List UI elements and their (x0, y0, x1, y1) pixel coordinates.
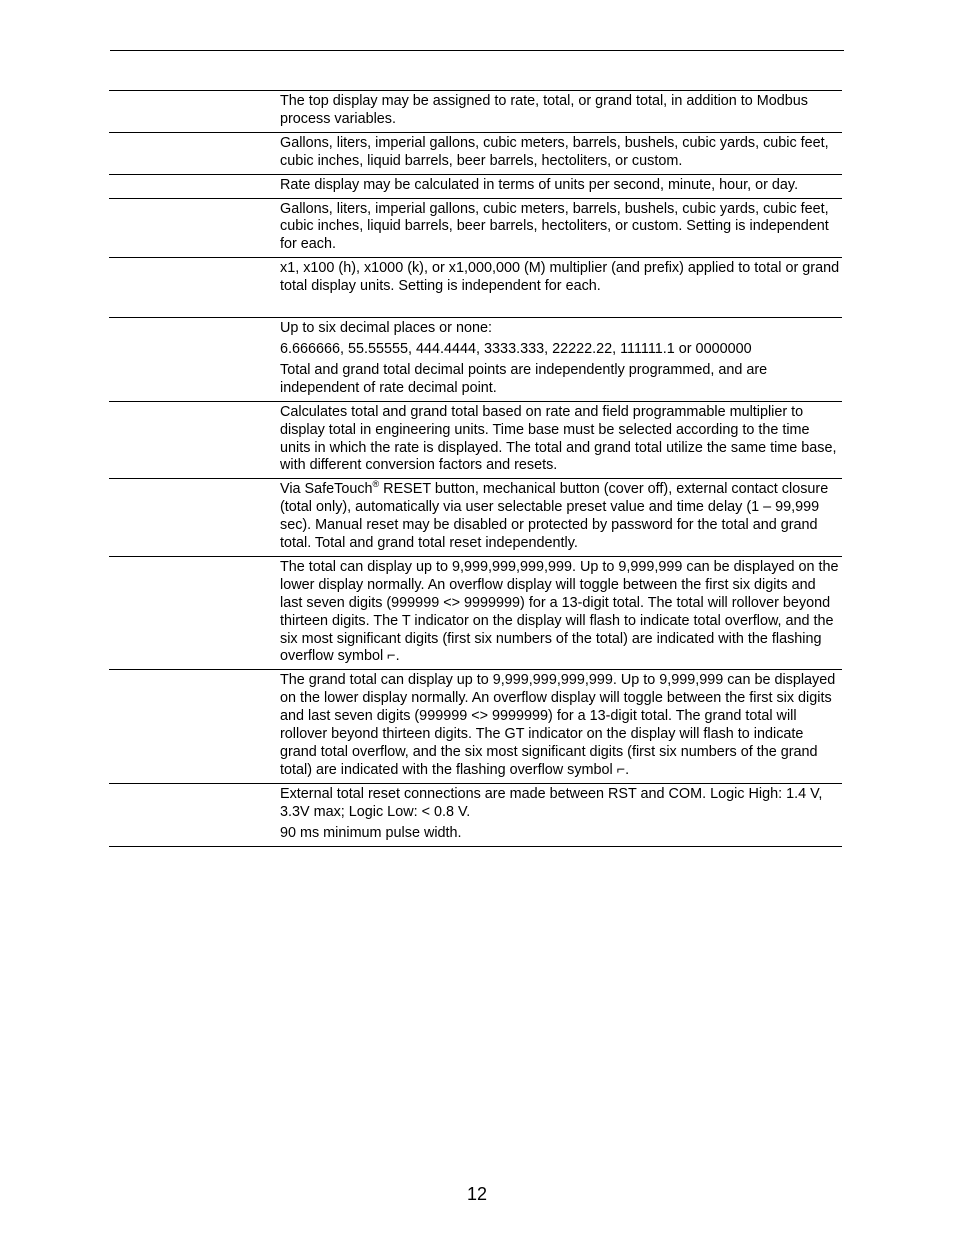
spec-label (109, 174, 280, 198)
specifications-table (109, 90, 842, 847)
spec-description (280, 479, 842, 557)
spec-description (280, 318, 842, 402)
spec-paragraph: The total can display up to 9,999,999,999,999. Up to 9,999,999 can be displayed on the lower display normally. An overflow display will toggle between the first six digits and last seven digits (999999 <> 9999999) for a 13-digit total. The total will rollover beyond thirteen digits. The T indicator on the display will flash to indicate total overflow, and the six most significant digits (first six numbers of the total) are indicated with the flashing overflow symbol ⌐. (280, 558, 839, 665)
spec-description (280, 556, 842, 669)
spec-description (280, 198, 842, 258)
spec-paragraph: Gallons, liters, imperial gallons, cubic meters, barrels, bushels, cubic yards, cubic feet, cubic inches, liquid barrels, beer barrels, hectoliters, or custom. (280, 134, 829, 169)
page-number: 12 (466, 1184, 488, 1204)
spec-description (280, 401, 842, 479)
spec-label (109, 91, 280, 133)
spec-paragraph: 6.666666, 55.55555, 444.4444, 3333.333, 22222.22, 111111.1 or 0000000 (280, 340, 752, 357)
spec-paragraph (280, 481, 842, 553)
spec-label (109, 258, 280, 318)
header-rule (110, 50, 844, 51)
registered-mark: ® (372, 479, 380, 490)
spec-label (109, 479, 280, 557)
spec-label (109, 198, 280, 258)
reset-text-after: RESET button, mechanical button (cover off), external contact closure (total only), automatically via user selectable preset value and time delay (1 – 99,999 sec). Manual reset may be disabled or protected by password for the total and grand total. Total and grand total reset independently. (280, 481, 829, 552)
spec-row (109, 479, 842, 557)
spec-row (109, 91, 842, 133)
spec-description (280, 91, 842, 133)
spec-paragraph: Rate display may be calculated in terms of units per second, minute, hour, or day. (280, 176, 799, 193)
spec-label (109, 783, 280, 846)
specifications-table-body (109, 91, 842, 847)
spec-description (280, 132, 842, 174)
spec-paragraph: The top display may be assigned to rate, total, or grand total, in addition to Modbus process variables. (280, 93, 808, 127)
spec-description (280, 258, 842, 318)
spec-paragraph: Calculates total and grand total based on rate and field programmable multiplier to display total in engineering units. Time base must be selected according to the time units in which the rate is displayed. The total and grand total utilize the same time base, with different conversion factors and resets. (280, 403, 837, 474)
spec-row (109, 258, 842, 318)
spec-label (109, 670, 280, 783)
spec-row (109, 132, 842, 174)
spec-label (109, 318, 280, 402)
spec-paragraph: 90 ms minimum pulse width. (280, 824, 462, 841)
spec-description (280, 174, 842, 198)
spec-paragraph: x1, x100 (h), x1000 (k), or x1,000,000 (M) multiplier (and prefix) applied to total or grand total display units. Setting is independent for each. (280, 260, 840, 295)
spec-row (109, 670, 842, 783)
spec-paragraph: Gallons, liters, imperial gallons, cubic meters, barrels, bushels, cubic yards, cubic feet, cubic inches, liquid barrels, beer barrels, hectoliters, or custom. Setting is independent for each. (280, 200, 829, 253)
spec-description (280, 783, 842, 846)
spec-label (109, 401, 280, 479)
spec-paragraph: External total reset connections are made between RST and COM. Logic High: 1.4 V, 3.3V max; Logic Low: < 0.8 V. (280, 785, 823, 820)
spec-row (109, 318, 842, 402)
spec-paragraph: Up to six decimal places or none: (280, 320, 492, 337)
spec-paragraph: Total and grand total decimal points are independently programmed, and are independent of rate decimal point. (280, 361, 768, 396)
spec-description (280, 670, 842, 783)
spec-paragraph: The grand total can display up to 9,999,999,999,999. Up to 9,999,999 can be displayed on the lower display normally. An overflow display will toggle between the first six digits and last seven digits (999999 <> 9999999) for a 13-digit total. The grand total will rollover beyond thirteen digits. The GT indicator on the display will flash to indicate grand total overflow, and the six most significant digits (first six numbers of the grand total) are indicated with the flashing overflow symbol ⌐. (280, 672, 836, 778)
spec-label (109, 132, 280, 174)
spec-row (109, 556, 842, 669)
spec-row (109, 783, 842, 846)
reset-text-before: Via SafeTouch (280, 481, 373, 498)
spec-row (109, 174, 842, 198)
spec-row (109, 198, 842, 258)
spec-label (109, 556, 280, 669)
spec-row (109, 401, 842, 479)
